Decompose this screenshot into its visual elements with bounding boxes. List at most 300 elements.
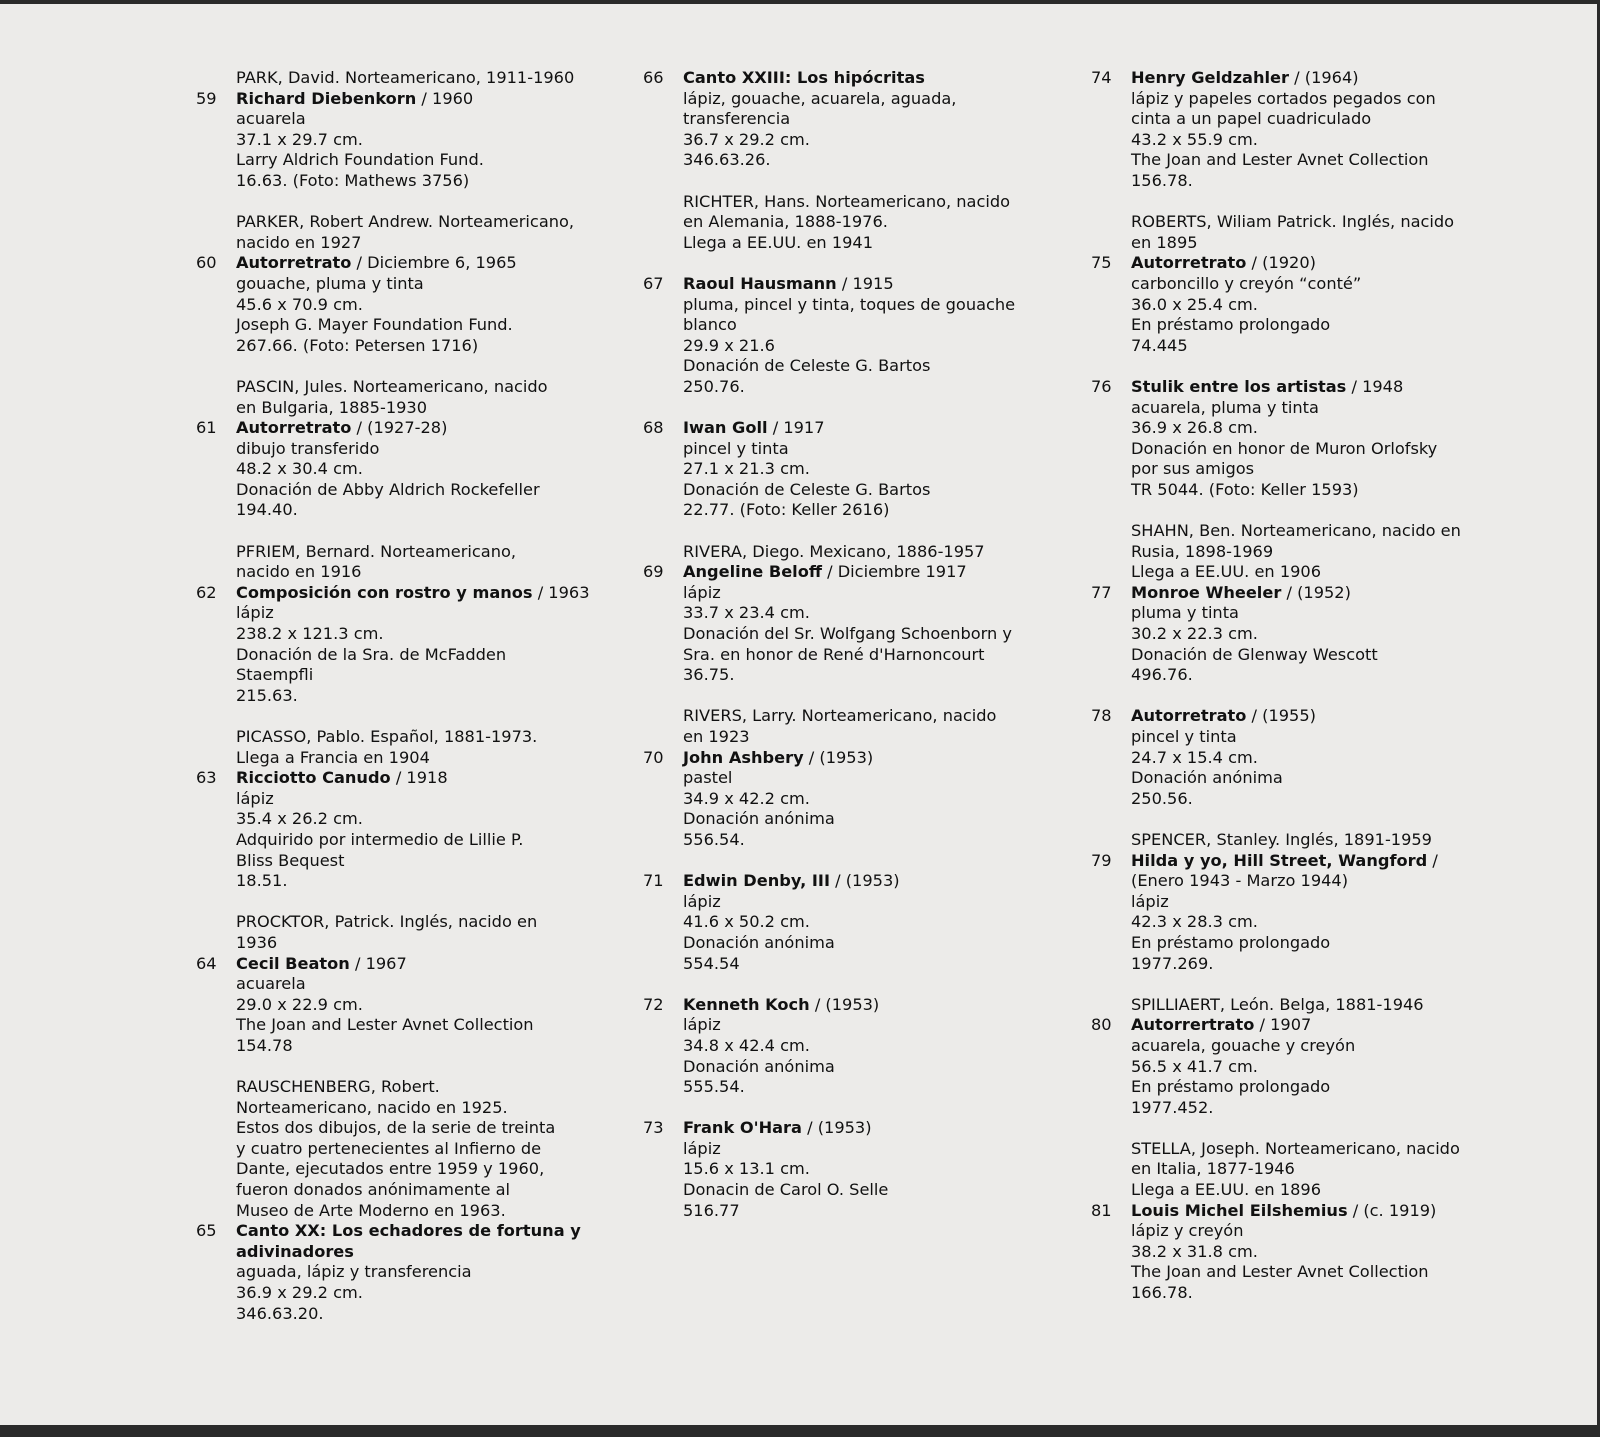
entry-detail-line: Donación del Sr. Wolfgang Schoenborn y	[683, 624, 1012, 644]
entry-details	[643, 1015, 1078, 1097]
entry-detail-line: 18.51.	[236, 871, 288, 891]
entry-detail-line: lápiz	[683, 891, 721, 911]
entry-separator: /	[390, 768, 407, 788]
entry-title: Richard Diebenkorn	[236, 88, 417, 108]
entry-detail-line: Donación anónima	[683, 1056, 835, 1076]
artist-heading	[196, 212, 626, 253]
artist-heading	[196, 542, 626, 583]
catalog-entry	[1091, 1015, 1531, 1118]
artist-heading	[196, 1077, 626, 1221]
entry-detail-line: 346.63.26.	[683, 150, 771, 170]
entry-details	[196, 274, 626, 356]
entry-detail-line: 37.1 x 29.7 cm.	[236, 129, 363, 149]
entry-detail-line: Donación de Celeste G. Bartos	[683, 356, 931, 376]
entry-number: 78	[1091, 706, 1112, 726]
catalog-entry	[643, 871, 1078, 974]
entry-title: Stulik entre los artistas	[1131, 376, 1347, 396]
artist-line: RIVERS, Larry. Norteamericano, nacido	[683, 706, 997, 726]
entry-heading	[1091, 253, 1531, 274]
entry-heading	[643, 871, 1078, 892]
entry-date: 1963	[548, 582, 590, 602]
entry-date: (c. 1919)	[1363, 1200, 1437, 1220]
entry-date: (1955)	[1262, 706, 1316, 726]
artist-line: Museo de Arte Moderno en 1963.	[236, 1200, 506, 1220]
entry-date: (1952)	[1297, 582, 1351, 602]
entry-detail-line: Donación de Glenway Wescott	[1131, 644, 1378, 664]
entry-detail-line: 56.5 x 41.7 cm.	[1131, 1056, 1258, 1076]
artist-line: PFRIEM, Bernard. Norteamericano,	[236, 541, 517, 561]
artist-line: RIVERA, Diego. Mexicano, 1886-1957	[683, 541, 985, 561]
entry-detail-line: 1977.452.	[1131, 1097, 1214, 1117]
catalog-entry	[1091, 377, 1531, 501]
artist-line: PASCIN, Jules. Norteamericano, nacido	[236, 376, 548, 396]
entry-separator: /	[349, 953, 366, 973]
entry-heading	[196, 954, 626, 975]
artist-heading	[196, 68, 626, 89]
entry-detail-line: 36.9 x 26.8 cm.	[1131, 418, 1258, 438]
entry-title: Angeline Beloff	[683, 562, 822, 582]
entry-heading	[196, 89, 626, 110]
entry-detail-line: aguada, lápiz y transferencia	[236, 1262, 472, 1282]
artist-heading	[1091, 830, 1531, 851]
entry-detail-line: por sus amigos	[1131, 459, 1255, 479]
entry-separator: /	[1246, 253, 1263, 273]
entry-detail-line: 496.76.	[1131, 665, 1193, 685]
entry-number: 64	[196, 953, 217, 973]
entry-detail-line: 166.78.	[1131, 1283, 1193, 1303]
entry-number: 60	[196, 253, 217, 273]
entry-detail-line: Donacin de Carol O. Selle	[683, 1180, 889, 1200]
entry-detail-line: 556.54.	[683, 829, 745, 849]
column-1	[196, 68, 626, 1345]
entry-detail-line: 154.78	[236, 1035, 293, 1055]
entry-heading	[196, 418, 626, 439]
entry-detail-line: 194.40.	[236, 500, 298, 520]
entry-detail-line: 554.54	[683, 953, 740, 973]
entry-detail-line: The Joan and Lester Avnet Collection	[1131, 1262, 1429, 1282]
entry-detail-line: 29.0 x 22.9 cm.	[236, 994, 363, 1014]
entry-heading	[643, 1118, 1078, 1139]
entry-detail-line: 22.77. (Foto: Keller 2616)	[683, 500, 890, 520]
entry-detail-line: 42.3 x 28.3 cm.	[1131, 912, 1258, 932]
entry-detail-line: En préstamo prolongado	[1131, 932, 1331, 952]
entry-detail-line: 45.6 x 70.9 cm.	[236, 294, 363, 314]
entry-detail-line: pluma, pincel y tinta, toques de gouache	[683, 294, 1016, 314]
artist-line: Dante, ejecutados entre 1959 y 1960,	[236, 1159, 545, 1179]
entry-details	[196, 1262, 626, 1324]
entry-heading	[643, 995, 1078, 1016]
entry-date: 1917	[783, 418, 825, 438]
entry-detail-line: Staempfli	[236, 665, 314, 685]
catalog-entry	[1091, 253, 1531, 356]
entry-detail-line: 29.9 x 21.6	[683, 335, 775, 355]
entry-heading	[1091, 851, 1531, 872]
entry-details	[196, 439, 626, 521]
entry-separator: /	[1246, 706, 1263, 726]
entry-title: Canto XX: Los echadores de fortuna y	[236, 1221, 581, 1241]
entry-separator: /	[1281, 582, 1298, 602]
entry-separator: /	[829, 871, 846, 891]
entry-number: 65	[196, 1221, 217, 1241]
entry-detail-line: 48.2 x 30.4 cm.	[236, 459, 363, 479]
entry-detail-line: Larry Aldrich Foundation Fund.	[236, 150, 484, 170]
entry-detail-line: Donación de Abby Aldrich Rockefeller	[236, 479, 540, 499]
catalog-page	[0, 4, 1597, 1425]
entry-date: (1953)	[817, 1118, 872, 1138]
entry-separator: /	[351, 253, 368, 273]
entry-title: Cecil Beaton	[236, 953, 350, 973]
entry-details	[643, 892, 1078, 974]
entry-detail-line: The Joan and Lester Avnet Collection	[1131, 150, 1429, 170]
entry-detail-line: 43.2 x 55.9 cm.	[1131, 129, 1258, 149]
artist-heading	[196, 912, 626, 953]
artist-line: Llega a EE.UU. en 1906	[1131, 562, 1322, 582]
entry-number: 62	[196, 582, 217, 602]
entry-details	[1091, 398, 1531, 501]
entry-number: 71	[643, 871, 664, 891]
entry-detail-line: 38.2 x 31.8 cm.	[1131, 1241, 1258, 1261]
entry-separator: /	[1347, 1200, 1364, 1220]
entry-detail-line: pincel y tinta	[683, 438, 789, 458]
entry-detail-line: Donación de Celeste G. Bartos	[683, 479, 931, 499]
entry-detail-line: 35.4 x 26.2 cm.	[236, 809, 363, 829]
entry-details	[1091, 89, 1531, 192]
entry-detail-line: 36.9 x 29.2 cm.	[236, 1283, 363, 1303]
entry-number: 63	[196, 768, 217, 788]
entry-title: Monroe Wheeler	[1131, 582, 1282, 602]
entry-detail-line: 1977.269.	[1131, 953, 1214, 973]
catalog-entry	[643, 562, 1078, 686]
catalog-entry	[196, 1221, 626, 1324]
catalog-entry	[643, 418, 1078, 521]
entry-details	[196, 603, 626, 706]
artist-line: en Alemania, 1888-1976.	[683, 212, 888, 232]
entry-number: 66	[643, 68, 664, 87]
entry-title-continued	[196, 1242, 626, 1263]
catalog-entry	[196, 89, 626, 192]
entry-detail-line: 238.2 x 121.3 cm.	[236, 624, 384, 644]
entry-title: Autorretrato	[1131, 253, 1247, 273]
entry-detail-line: 36.0 x 25.4 cm.	[1131, 294, 1258, 314]
entry-detail-line: 34.8 x 42.4 cm.	[683, 1035, 810, 1055]
catalog-entry	[196, 418, 626, 521]
entry-title: Autorrertrato	[1131, 1015, 1255, 1035]
artist-line: RICHTER, Hans. Norteamericano, nacido	[683, 191, 1011, 211]
entry-number: 77	[1091, 582, 1112, 602]
entry-date: 1948	[1362, 376, 1404, 396]
entry-date: Diciembre 1917	[837, 562, 967, 582]
entry-date: (1920)	[1262, 253, 1316, 273]
catalog-entry	[196, 954, 626, 1057]
catalog-entry	[643, 1118, 1078, 1221]
entry-heading	[1091, 706, 1531, 727]
entry-title: Frank O'Hara	[683, 1118, 802, 1138]
entry-details	[643, 439, 1078, 521]
entry-heading	[643, 748, 1078, 769]
entry-separator: /	[767, 418, 784, 438]
entry-detail-line: Bliss Bequest	[236, 850, 345, 870]
entry-heading	[643, 562, 1078, 583]
entry-details	[1091, 1036, 1531, 1118]
entry-detail-line: TR 5044. (Foto: Keller 1593)	[1131, 479, 1359, 499]
entry-detail-line: pluma y tinta	[1131, 603, 1239, 623]
entry-detail-line: Adquirido por intermedio de Lillie P.	[236, 829, 524, 849]
entry-detail-line: lápiz	[683, 582, 721, 602]
entry-number: 73	[643, 1118, 664, 1138]
entry-detail-line: Sra. en honor de René d'Harnoncourt	[683, 644, 985, 664]
entry-heading	[1091, 1015, 1531, 1036]
entry-detail-line: 41.6 x 50.2 cm.	[683, 912, 810, 932]
entry-detail-line: 346.63.20.	[236, 1303, 324, 1323]
artist-line: fueron donados anónimamente al	[236, 1180, 511, 1200]
entry-separator: /	[803, 747, 820, 767]
entry-detail-line: lápiz, gouache, acuarela, aguada,	[683, 88, 957, 108]
entry-detail-line: En préstamo prolongado	[1131, 1077, 1331, 1097]
artist-line: SPILLIAERT, León. Belga, 1881-1946	[1131, 994, 1424, 1014]
entry-detail-line: 250.56.	[1131, 788, 1193, 808]
entry-number: 72	[643, 994, 664, 1014]
entry-detail-line: Donación anónima	[683, 809, 835, 829]
entry-detail-line: 516.77	[683, 1200, 740, 1220]
entry-details	[1091, 603, 1531, 685]
artist-line: Norteamericano, nacido en 1925.	[236, 1097, 508, 1117]
entry-detail-line: 16.63. (Foto: Mathews 3756)	[236, 170, 470, 190]
entry-details	[643, 1139, 1078, 1221]
entry-detail-line: lápiz	[1131, 891, 1169, 911]
entry-separator: /	[821, 562, 838, 582]
entry-title: Canto XXIII: Los hipócritas	[683, 68, 925, 87]
entry-detail-line: acuarela, gouache y creyón	[1131, 1035, 1356, 1055]
entry-detail-line: Donación en honor de Muron Orlofsky	[1131, 438, 1438, 458]
entry-heading	[196, 253, 626, 274]
entry-separator: /	[801, 1118, 818, 1138]
entry-detail-line: 74.445	[1131, 335, 1188, 355]
entry-title: Kenneth Koch	[683, 994, 810, 1014]
entry-detail-line: lápiz	[236, 603, 274, 623]
artist-line: nacido en 1927	[236, 232, 362, 252]
catalog-entry	[1091, 706, 1531, 809]
entry-detail-line: cinta a un papel cuadriculado	[1131, 109, 1372, 129]
entry-title: Raoul Hausmann	[683, 273, 837, 293]
entry-details	[643, 768, 1078, 850]
entry-number: 76	[1091, 376, 1112, 396]
entry-title: Louis Michel Eilshemius	[1131, 1200, 1348, 1220]
catalog-entry	[1091, 851, 1531, 975]
entry-separator: /	[351, 418, 368, 438]
entry-heading	[196, 1221, 626, 1242]
entry-detail-line: pastel	[683, 768, 733, 788]
entry-title: Henry Geldzahler	[1131, 68, 1290, 87]
artist-line: y cuatro pertenecientes al Infierno de	[236, 1138, 542, 1158]
artist-line: nacido en 1916	[236, 562, 362, 582]
entry-date: (1953)	[845, 871, 900, 891]
artist-line: Llega a EE.UU. en 1896	[1131, 1180, 1322, 1200]
entry-number: 70	[643, 747, 664, 767]
artist-line: en Bulgaria, 1885-1930	[236, 397, 428, 417]
entry-detail-line: En préstamo prolongado	[1131, 315, 1331, 335]
entry-number: 61	[196, 418, 217, 438]
entry-title: Autorretrato	[236, 418, 352, 438]
entry-number: 67	[643, 273, 664, 293]
artist-line: SPENCER, Stanley. Inglés, 1891-1959	[1131, 829, 1432, 849]
entry-detail-line: 34.9 x 42.2 cm.	[683, 788, 810, 808]
entry-detail-line: transferencia	[683, 109, 791, 129]
entry-detail-line: 27.1 x 21.3 cm.	[683, 459, 810, 479]
entry-details	[196, 789, 626, 892]
artist-line: en Italia, 1877-1946	[1131, 1159, 1295, 1179]
entry-detail-line: 33.7 x 23.4 cm.	[683, 603, 810, 623]
artist-line: ROBERTS, Wiliam Patrick. Inglés, nacido	[1131, 212, 1455, 232]
entry-detail-line: 267.66. (Foto: Petersen 1716)	[236, 335, 479, 355]
entry-title: Autorretrato	[1131, 706, 1247, 726]
catalog-entry	[643, 68, 1078, 171]
artist-line: SHAHN, Ben. Norteamericano, nacido en	[1131, 521, 1461, 541]
entry-detail-line: 555.54.	[683, 1077, 745, 1097]
entry-number: 69	[643, 562, 664, 582]
entry-heading	[1091, 377, 1531, 398]
entry-detail-line: blanco	[683, 315, 737, 335]
entry-details	[196, 974, 626, 1056]
artist-line: PARKER, Robert Andrew. Norteamericano,	[236, 212, 575, 232]
entry-title: Edwin Denby, III	[683, 871, 830, 891]
entry-title: John Ashbery	[683, 747, 804, 767]
entry-date: 1915	[852, 273, 894, 293]
artist-heading	[643, 542, 1078, 563]
artist-line: PARK, David. Norteamericano, 1911-1960	[236, 68, 575, 87]
entry-separator: /	[1346, 376, 1363, 396]
entry-date: (1964)	[1304, 68, 1359, 87]
artist-line: 1936	[236, 932, 278, 952]
artist-heading	[1091, 212, 1531, 253]
entry-detail-line: dibujo transferido	[236, 438, 380, 458]
entry-detail-line: acuarela	[236, 974, 306, 994]
entry-heading	[643, 68, 1078, 89]
catalog-entry	[643, 995, 1078, 1098]
entry-detail-line: lápiz	[236, 788, 274, 808]
entry-date: 1918	[406, 768, 448, 788]
entry-heading	[196, 583, 626, 604]
artist-heading	[1091, 1139, 1531, 1201]
entry-detail-line: 15.6 x 13.1 cm.	[683, 1159, 810, 1179]
entry-heading	[1091, 1201, 1531, 1222]
entry-heading	[643, 418, 1078, 439]
entry-detail-line: (Enero 1943 - Marzo 1944)	[1131, 871, 1349, 891]
entry-detail-line: acuarela, pluma y tinta	[1131, 397, 1319, 417]
entry-detail-line: Joseph G. Mayer Foundation Fund.	[236, 315, 513, 335]
artist-heading	[643, 706, 1078, 747]
entry-detail-line: 156.78.	[1131, 170, 1193, 190]
entry-separator: /	[1427, 850, 1438, 870]
entry-detail-line: gouache, pluma y tinta	[236, 273, 424, 293]
artist-line: Estos dos dibujos, de la serie de treinta	[236, 1118, 556, 1138]
entry-number: 74	[1091, 68, 1112, 87]
entry-separator: /	[416, 88, 433, 108]
entry-detail-line: 36.7 x 29.2 cm.	[683, 129, 810, 149]
artist-heading	[196, 727, 626, 768]
catalog-entry	[1091, 583, 1531, 686]
column-2	[643, 68, 1078, 1242]
artist-heading	[1091, 521, 1531, 583]
entry-detail-line: lápiz	[683, 1138, 721, 1158]
entry-number: 59	[196, 88, 217, 108]
entry-detail-line: The Joan and Lester Avnet Collection	[236, 1015, 534, 1035]
entry-detail-line: 24.7 x 15.4 cm.	[1131, 747, 1258, 767]
entry-details	[1091, 274, 1531, 356]
catalog-entry	[196, 768, 626, 892]
artist-line: Llega a EE.UU. en 1941	[683, 232, 874, 252]
entry-date: Diciembre 6, 1965	[367, 253, 517, 273]
entry-date: (1953)	[819, 747, 874, 767]
entry-separator: /	[1289, 68, 1305, 87]
entry-date: 1967	[365, 953, 407, 973]
artist-line: RAUSCHENBERG, Robert.	[236, 1077, 440, 1097]
entry-detail-line: Donación de la Sra. de McFadden	[236, 644, 507, 664]
entry-separator: /	[809, 994, 826, 1014]
entry-detail-line: 30.2 x 22.3 cm.	[1131, 624, 1258, 644]
catalog-entry	[1091, 1201, 1531, 1304]
artist-heading	[196, 377, 626, 418]
entry-detail-line: pincel y tinta	[1131, 727, 1237, 746]
artist-line: en 1895	[1131, 232, 1198, 252]
entry-title: Ricciotto Canudo	[236, 768, 391, 788]
entry-details	[643, 583, 1078, 686]
artist-line: PROCKTOR, Patrick. Inglés, nacido en	[236, 912, 538, 932]
entry-details	[1091, 727, 1531, 809]
entry-detail-line: lápiz y papeles cortados pegados con	[1131, 88, 1436, 108]
catalog-entry	[196, 583, 626, 707]
artist-line: STELLA, Joseph. Norteamericano, nacido	[1131, 1138, 1460, 1158]
entry-details	[196, 109, 626, 191]
catalog-entry	[196, 253, 626, 356]
entry-detail-line: carboncillo y creyón “conté”	[1131, 273, 1362, 293]
entry-number: 79	[1091, 850, 1112, 870]
entry-heading	[1091, 583, 1531, 604]
artist-heading	[1091, 995, 1531, 1016]
entry-detail-line: Donación anónima	[1131, 768, 1283, 788]
entry-detail-line: Donación anónima	[683, 932, 835, 952]
artist-heading	[643, 192, 1078, 254]
entry-number: 68	[643, 418, 664, 438]
entry-details	[1091, 1221, 1531, 1303]
entry-date: 1907	[1270, 1015, 1312, 1035]
entry-detail-line: lápiz y creyón	[1131, 1221, 1244, 1241]
entry-date: (1927-28)	[367, 418, 448, 438]
entry-number: 80	[1091, 1015, 1112, 1035]
entry-detail-line: 250.76.	[683, 376, 745, 396]
entry-title: Iwan Goll	[683, 418, 768, 438]
entry-title: adivinadores	[236, 1241, 354, 1261]
entry-separator: /	[532, 582, 549, 602]
entry-date: 1960	[432, 88, 474, 108]
entry-heading	[196, 768, 626, 789]
entry-separator: /	[836, 273, 853, 293]
entry-detail-line: 36.75.	[683, 665, 735, 685]
entry-detail-line: acuarela	[236, 109, 306, 129]
artist-line: Rusia, 1898-1969	[1131, 541, 1274, 561]
entry-title: Hilda y yo, Hill Street, Wangford	[1131, 850, 1428, 870]
artist-line: Llega a Francia en 1904	[236, 747, 430, 767]
entry-date: (1953)	[825, 994, 880, 1014]
entry-heading	[643, 274, 1078, 295]
artist-line: en 1923	[683, 727, 750, 746]
entry-title: Composición con rostro y manos	[236, 582, 533, 602]
entry-number: 75	[1091, 253, 1112, 273]
entry-heading	[1091, 68, 1531, 89]
artist-line: PICASSO, Pablo. Español, 1881-1973.	[236, 727, 538, 746]
catalog-entry	[643, 748, 1078, 851]
entry-details	[643, 295, 1078, 398]
entry-separator: /	[1254, 1015, 1271, 1035]
